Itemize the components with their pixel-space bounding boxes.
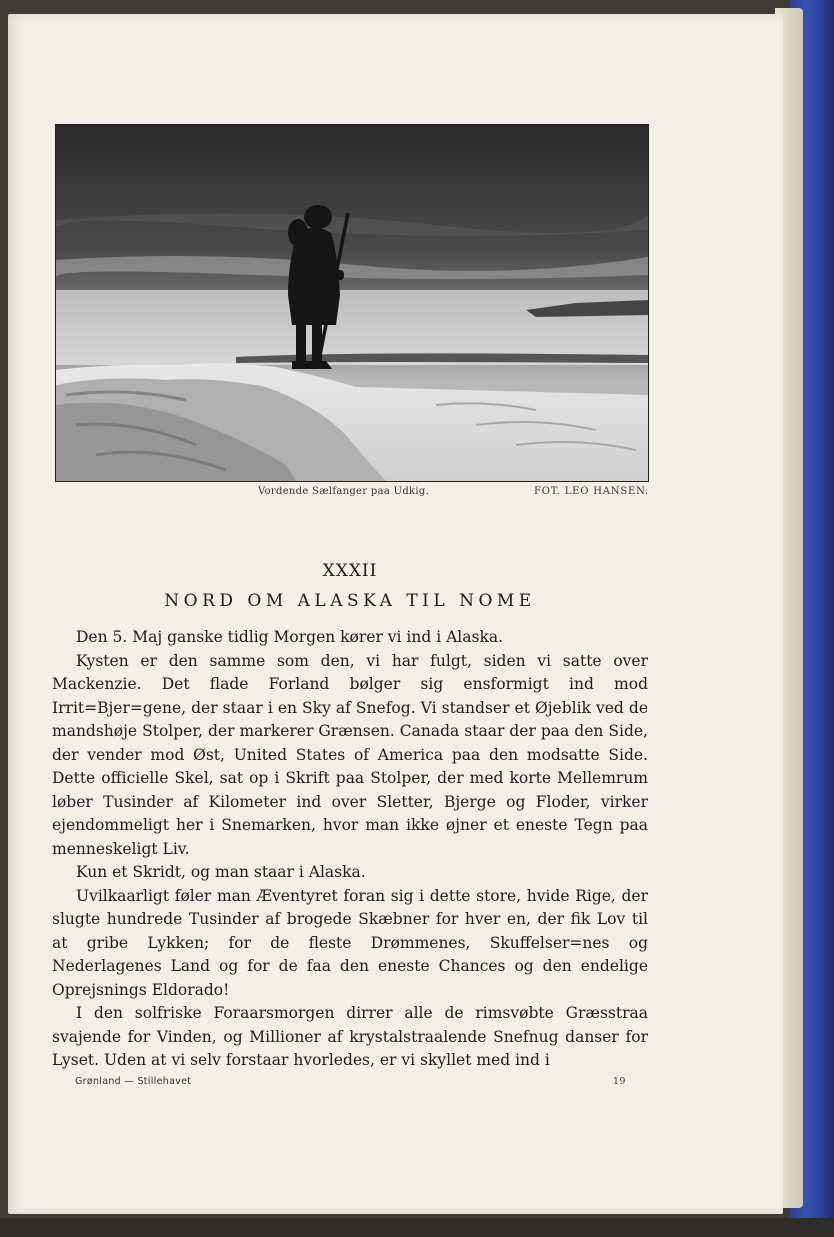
paragraph: Kun et Skridt, og man staar i Alaska. (76, 863, 366, 881)
book-page (8, 14, 783, 1214)
paragraph: Uvilkaarligt føler man Æventyret foran sig i dette store, hvide Rige, der slugte hundrede Tusinder af brogede Skæbner for hver en, der fik Lov til at gribe Lykken; for de fleste Drømmenes, Skuffelser=nes og Nederlagenes Land og for de faa den eneste Chances og den endelige Oprejsnings Eldorado! (52, 886, 648, 999)
photo-credit: FOT. LEO HANSEN. (534, 486, 649, 497)
page-number: 19 (613, 1076, 626, 1087)
chapter-title: NORD OM ALASKA TIL NOME (164, 591, 536, 611)
footer-signature: Grønland — Stillehavet (75, 1076, 192, 1087)
chapter-number: XXXII (322, 561, 378, 581)
body-text (52, 626, 648, 1073)
paragraph: Kysten er den samme som den, vi har fulgt, siden vi satte over Mackenzie. Det flade Forland bølger sig ensformigt ind mod Irrit=Bjer=gene, der staar i en Sky af Snefog. Vi standser et Øjeblik ved de mandshøje Stolper, der markerer Grænsen. Canada staar der paa den Side, der vender mod Øst, United States of America paa den modsatte Side. Dette officielle Skel, sat op i Skrift paa Stolper, der med korte Mellemrum løber Tusinder af Kilometer ind over Sletter, Bjerge og Floder, virker ejendommeligt her i Snemarken, hvor man ikke øjner et eneste Tegn paa menneskeligt Liv. (52, 651, 648, 858)
book-cover-bottom (0, 1218, 834, 1237)
photograph-seal-hunter (55, 124, 649, 482)
paragraph: I den solfriske Foraarsmorgen dirrer alle de rimsvøbte Græsstraa svajende for Vinden, og Millioner af krystalstraalende Snefnug danser for Lyset. Uden at vi selv forstaar hvorledes, er vi skyllet med ind i (52, 1004, 648, 1069)
photo-caption: Vordende Sælfanger paa Udkig. (258, 486, 430, 497)
paragraph: Den 5. Maj ganske tidlig Morgen kører vi ind i Alaska. (76, 628, 504, 646)
